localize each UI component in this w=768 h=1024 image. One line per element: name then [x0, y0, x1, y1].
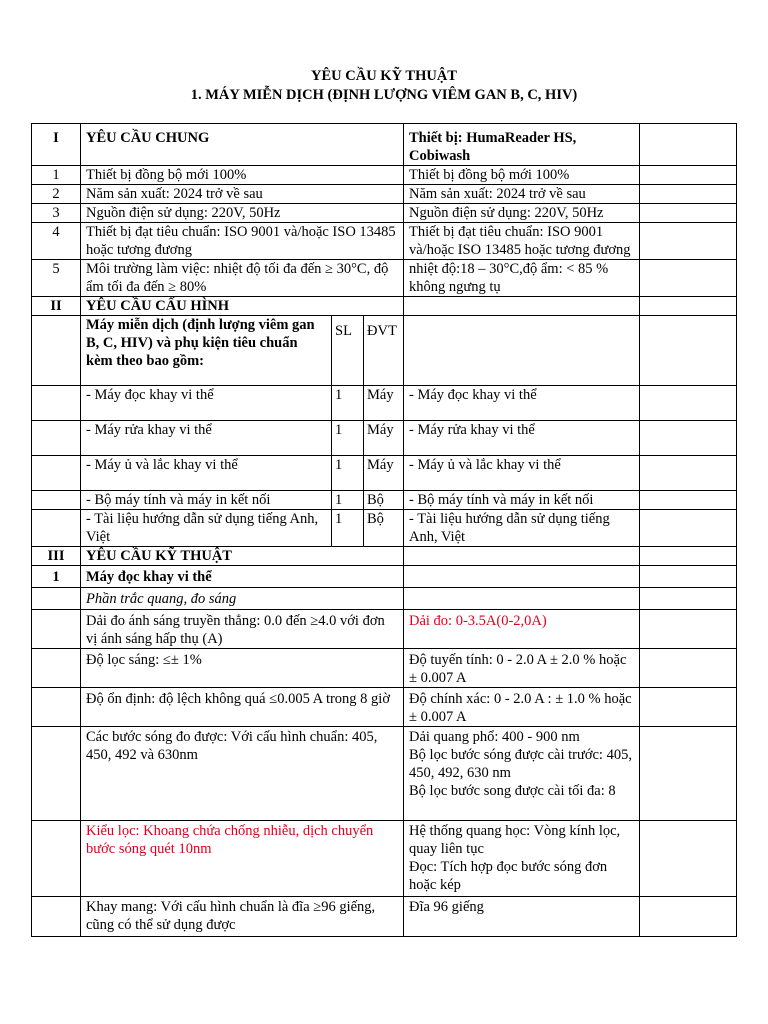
response-cell: - Bộ máy tính và máy in kết nối — [404, 491, 640, 510]
response-cell — [404, 821, 640, 897]
response-line: Hệ thống quang học: Vòng kính lọc, quay liên tục — [409, 823, 621, 857]
empty-cell — [640, 510, 737, 547]
table-row — [32, 491, 737, 510]
table-row — [32, 510, 737, 547]
document-subtitle: 1. MÁY MIỄN DỊCH (ĐỊNH LƯỢNG VIÊM GAN B, C, HIV) — [190, 87, 578, 103]
quantity-cell: 1 — [332, 510, 364, 547]
section-heading: YÊU CẦU CHUNG — [81, 124, 404, 166]
requirement-cell: Năm sản xuất: 2024 trở về sau — [81, 185, 404, 204]
requirement-cell: Thiết bị đạt tiêu chuẩn: ISO 9001 và/hoặc ISO 13485 hoặc tương đương — [81, 223, 404, 260]
empty-cell — [640, 204, 737, 223]
row-number: 3 — [32, 204, 81, 223]
empty-cell — [32, 588, 81, 610]
unit-cell: Máy — [364, 386, 404, 421]
table-row — [32, 456, 737, 491]
column-header-sl: SL — [332, 316, 364, 386]
requirement-cell: Dải đo ánh sáng truyền thẳng: 0.0 đến ≥4.0 với đơn vị ánh sáng hấp thụ (A) — [81, 610, 404, 649]
empty-cell — [640, 421, 737, 456]
empty-cell — [640, 566, 737, 588]
empty-cell — [32, 688, 81, 727]
empty-cell — [32, 491, 81, 510]
response-cell: - Máy ủ và lắc khay vi thể — [404, 456, 640, 491]
empty-cell — [640, 316, 737, 386]
config-item: - Máy ủ và lắc khay vi thể — [81, 456, 332, 491]
section-number: II — [32, 297, 81, 316]
requirement-cell: Độ lọc sáng: ≤± 1% — [81, 649, 404, 688]
empty-cell — [640, 688, 737, 727]
italic-label: Phần trắc quang, đo sáng — [81, 588, 404, 610]
requirement-cell: Thiết bị đồng bộ mới 100% — [81, 166, 404, 185]
section-heading: YÊU CẦU CẤU HÌNH — [81, 297, 404, 316]
requirement-cell: Môi trường làm việc: nhiệt độ tối đa đến ≥ 30°C, độ ẩm tối đa đến ≥ 80% — [81, 260, 404, 297]
config-item: - Bộ máy tính và máy in kết nối — [81, 491, 332, 510]
response-cell: Độ tuyến tính: 0 - 2.0 A ± 2.0 % hoặc ± 0.007 A — [404, 649, 640, 688]
requirement-cell: Độ ổn định: độ lệch không quá ≤0.005 A trong 8 giờ — [81, 688, 404, 727]
table-row — [32, 649, 737, 688]
empty-cell — [640, 610, 737, 649]
empty-cell — [404, 566, 640, 588]
row-number: 1 — [32, 166, 81, 185]
config-item: - Tài liệu hướng dẫn sử dụng tiếng Anh, Việt — [81, 510, 332, 547]
config-item: - Máy rửa khay vi thể — [81, 421, 332, 456]
table-row — [32, 610, 737, 649]
table-row — [32, 386, 737, 421]
response-cell: nhiệt độ:18 – 30°C,độ ẩm: < 85 % không ngưng tụ — [404, 260, 640, 297]
response-line: Bộ lọc bước sóng được cài trước: 405, 450, 492, 630 nm — [409, 747, 632, 781]
table-row — [32, 204, 737, 223]
empty-cell — [32, 897, 81, 937]
unit-cell: Máy — [364, 456, 404, 491]
section-row — [32, 124, 737, 166]
response-line: Đọc: Tích hợp đọc bước sóng đơn hoặc kép — [409, 859, 608, 893]
empty-cell — [640, 649, 737, 688]
empty-cell — [32, 610, 81, 649]
requirement-cell: Khay mang: Với cấu hình chuẩn là đĩa ≥96 giếng, cũng có thể sử dụng được — [81, 897, 404, 937]
section-row — [32, 547, 737, 566]
section-number: III — [32, 547, 81, 566]
empty-cell — [404, 588, 640, 610]
quantity-cell: 1 — [332, 456, 364, 491]
response-line: Dải quang phổ: 400 - 900 nm — [409, 729, 580, 745]
empty-cell — [32, 421, 81, 456]
subsection-number: 1 — [32, 566, 81, 588]
empty-cell — [32, 456, 81, 491]
empty-cell — [32, 821, 81, 897]
row-number: 2 — [32, 185, 81, 204]
response-cell: Độ chính xác: 0 - 2.0 A : ± 1.0 % hoặc ± 0.007 A — [404, 688, 640, 727]
device-name: Thiết bị: HumaReader HS, Cobiwash — [404, 124, 640, 166]
response-cell: Dải đo: 0-3.5A(0-2,0A) — [404, 610, 640, 649]
requirement-cell: Kiểu lọc: Khoang chứa chống nhiễu, dịch chuyển bước sóng quét 10nm — [81, 821, 404, 897]
subsection-heading: Máy đọc khay vi thể — [81, 566, 404, 588]
section-heading: YÊU CẦU KỸ THUẬT — [81, 547, 404, 566]
unit-cell: Bộ — [364, 510, 404, 547]
response-cell: Nguồn điện sử dụng: 220V, 50Hz — [404, 204, 640, 223]
empty-cell — [640, 456, 737, 491]
empty-cell — [404, 547, 640, 566]
response-cell: Đĩa 96 giếng — [404, 897, 640, 937]
response-cell: - Máy rửa khay vi thể — [404, 421, 640, 456]
table-row — [32, 727, 737, 821]
subsection-row — [32, 566, 737, 588]
quantity-cell: 1 — [332, 386, 364, 421]
unit-cell: Bộ — [364, 491, 404, 510]
table-row — [32, 688, 737, 727]
empty-cell — [640, 588, 737, 610]
empty-cell — [640, 547, 737, 566]
empty-cell — [640, 491, 737, 510]
table-row — [32, 260, 737, 297]
response-cell: Năm sản xuất: 2024 trở về sau — [404, 185, 640, 204]
requirement-cell: Nguồn điện sử dụng: 220V, 50Hz — [81, 204, 404, 223]
section-number: I — [32, 124, 81, 166]
empty-cell — [640, 821, 737, 897]
section-row — [32, 297, 737, 316]
column-header-dvt: ĐVT — [364, 316, 404, 386]
config-header-row — [32, 316, 737, 386]
response-cell: Thiết bị đồng bộ mới 100% — [404, 166, 640, 185]
table-row — [32, 166, 737, 185]
response-cell — [404, 727, 640, 821]
config-title: Máy miễn dịch (định lượng viêm gan B, C, HIV) và phụ kiện tiêu chuẩn kèm theo bao gồm: — [81, 316, 332, 386]
row-number: 4 — [32, 223, 81, 260]
table-row — [32, 185, 737, 204]
empty-cell — [640, 166, 737, 185]
empty-cell — [640, 260, 737, 297]
response-cell: - Máy đọc khay vi thể — [404, 386, 640, 421]
empty-cell — [32, 316, 81, 386]
row-number: 5 — [32, 260, 81, 297]
empty-cell — [404, 297, 640, 316]
requirement-cell: Các bước sóng đo được: Với cấu hình chuẩn: 405, 450, 492 và 630nm — [81, 727, 404, 821]
empty-cell — [640, 897, 737, 937]
empty-cell — [32, 649, 81, 688]
unit-cell: Máy — [364, 421, 404, 456]
empty-cell — [640, 124, 737, 166]
empty-cell — [32, 727, 81, 821]
empty-cell — [640, 386, 737, 421]
response-cell: - Tài liệu hướng dẫn sử dụng tiếng Anh, Việt — [404, 510, 640, 547]
empty-cell — [640, 297, 737, 316]
empty-cell — [32, 510, 81, 547]
table-row — [32, 897, 737, 937]
table-row — [32, 821, 737, 897]
empty-cell — [32, 386, 81, 421]
empty-cell — [404, 316, 640, 386]
quantity-cell: 1 — [332, 491, 364, 510]
table-row — [32, 223, 737, 260]
quantity-cell: 1 — [332, 421, 364, 456]
response-line: Bộ lọc bước song được cài tối đa: 8 — [409, 783, 616, 799]
document-title: YÊU CẦU KỸ THUẬT — [311, 68, 457, 84]
empty-cell — [640, 727, 737, 821]
table-row — [32, 588, 737, 610]
empty-cell — [640, 223, 737, 260]
response-cell: Thiết bị đạt tiêu chuẩn: ISO 9001 và/hoặc ISO 13485 hoặc tương đương — [404, 223, 640, 260]
table-row — [32, 421, 737, 456]
config-item: - Máy đọc khay vi thể — [81, 386, 332, 421]
empty-cell — [640, 185, 737, 204]
spec-table — [31, 123, 737, 937]
